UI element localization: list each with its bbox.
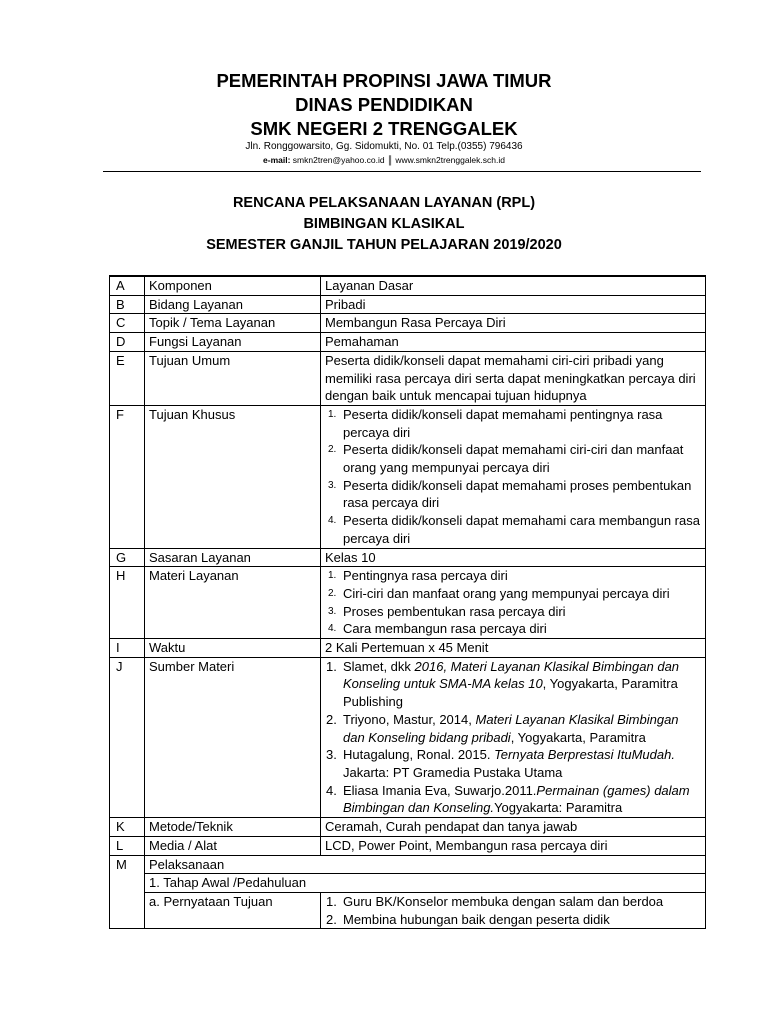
letterhead-divider (103, 171, 701, 172)
list-text: Peserta didik/konseli dapat memahami proses pembentukan rasa percaya diri (343, 477, 692, 511)
list-number: 2. (326, 711, 337, 727)
row-label: Tujuan Umum (145, 351, 321, 405)
row-label: Komponen (145, 276, 321, 295)
row-label: Sasaran Layanan (145, 548, 321, 567)
row-key: B (110, 295, 145, 314)
stage-label: 1. Tahap Awal /Pedahuluan (145, 874, 706, 893)
table-row (110, 567, 706, 639)
row-value: Layanan Dasar (321, 276, 706, 295)
row-label: Tujuan Khusus (145, 405, 321, 548)
table-row (110, 295, 706, 314)
list-text: Cara membangun rasa percaya diri (343, 621, 547, 637)
list-item (325, 406, 701, 441)
row-label: Waktu (145, 639, 321, 658)
list-text: Peserta didik/konseli dapat memahami ciri-ciri dan manfaat orang yang mempunyai percaya diri (343, 442, 684, 476)
row-key: J (110, 657, 145, 817)
row-key: L (110, 836, 145, 855)
list-item (325, 893, 701, 911)
row-value: Pemahaman (321, 333, 706, 352)
list-number: 1. (328, 408, 337, 420)
row-key: A (110, 276, 145, 295)
row-key: C (110, 314, 145, 333)
document-semester: SEMESTER GANJIL TAHUN PELAJARAN 2019/2020 (206, 237, 562, 253)
row-value: Pribadi (321, 295, 706, 314)
document-subtitle: BIMBINGAN KLASIKAL (303, 216, 465, 232)
list-number: 1. (326, 893, 337, 909)
row-key: F (110, 405, 145, 548)
letterhead-government: PEMERINTAH PROPINSI JAWA TIMUR (216, 70, 552, 91)
table-row (110, 276, 706, 295)
list-number: 4. (328, 623, 337, 635)
list-item (325, 603, 701, 621)
list-text: Guru BK/Konselor membuka dengan salam dan berdoa (343, 893, 664, 909)
list-item (325, 911, 701, 929)
table-row (110, 892, 706, 928)
row-label: Sumber Materi (145, 657, 321, 817)
list-text-italic: 2016, Materi Layanan Klasikal Bimbingan dan Konseling untuk SMA-MA kelas 10 (343, 658, 680, 692)
list-text: , Yogyakarta, Paramitra Publishing (343, 676, 678, 710)
table-row (110, 548, 706, 567)
row-key: I (110, 639, 145, 658)
list-text: , Yogyakarta, Paramitra (510, 729, 646, 745)
list-item (325, 620, 701, 638)
table-row (110, 405, 706, 548)
list-item (325, 746, 701, 781)
letterhead-address: Jln. Ronggowarsito, Gg. Sidomukti, No. 01 Telp.(0355) 796436 (245, 141, 523, 152)
row-key: D (110, 333, 145, 352)
row-label: Topik / Tema Layanan (145, 314, 321, 333)
list-item (325, 441, 701, 476)
table-row (110, 639, 706, 658)
row-value (321, 567, 706, 639)
sources-list (325, 658, 701, 817)
table-row (110, 333, 706, 352)
rpl-table (109, 275, 706, 929)
row-value (321, 657, 706, 817)
list-number: 4. (326, 782, 337, 798)
table-row (110, 836, 706, 855)
list-text: Slamet, dkk (343, 658, 415, 674)
row-key: K (110, 818, 145, 837)
row-key: M (110, 855, 145, 929)
row-value: Peserta didik/konseli dapat memahami ciri-ciri pribadi yang memiliki rasa percaya diri serta dapat meningkatkan percaya diri dengan baik untuk mencapai tujuan hidupnya (321, 351, 706, 405)
letterhead-contact (0, 155, 768, 165)
list-text: Peserta didik/konseli dapat memahami pentingnya rasa percaya diri (343, 406, 663, 440)
email-label: e-mail: (263, 155, 291, 165)
contact-separator: ║ (386, 155, 393, 165)
row-value: Kelas 10 (321, 548, 706, 567)
list-number: 3. (328, 479, 337, 491)
row-label: Pelaksanaan (145, 855, 706, 874)
row-label: Bidang Layanan (145, 295, 321, 314)
table-row (110, 855, 706, 874)
list-text-italic: Ternyata Berprestasi ItuMudah. (494, 747, 675, 763)
table-row (110, 314, 706, 333)
list-text: Hutagalung, Ronal. 2015. (343, 747, 495, 763)
row-label: Media / Alat (145, 836, 321, 855)
table-row (110, 657, 706, 817)
list-number: 1. (326, 658, 337, 674)
list-item (325, 658, 701, 711)
row-value (321, 405, 706, 548)
list-text: Eliasa Imania Eva, Suwarjo.2011. (343, 782, 537, 798)
list-item (325, 782, 701, 817)
list-number: 2. (326, 911, 337, 927)
row-label: Fungsi Layanan (145, 333, 321, 352)
list-number: 2. (328, 587, 337, 599)
list-text-italic: Permainan (games) dalam Bimbingan dan Konseling. (343, 782, 690, 816)
list-number: 4. (328, 515, 337, 527)
list-number: 2. (328, 444, 337, 456)
list-number: 1. (328, 570, 337, 582)
email-address: smkn2tren@yahoo.co.id (292, 155, 385, 165)
list-item (325, 512, 701, 547)
table-row (110, 351, 706, 405)
list-text: Peserta didik/konseli dapat memahami cara membangun rasa percaya diri (343, 513, 700, 546)
list-text: Yogyakarta: Paramitra (494, 800, 623, 816)
list-text: Proses pembentukan rasa percaya diri (343, 603, 566, 619)
row-label: Metode/Teknik (145, 818, 321, 837)
list-number: 3. (328, 605, 337, 617)
list-text: Pentingnya rasa percaya diri (343, 568, 508, 584)
row-key: E (110, 351, 145, 405)
list-item (325, 711, 701, 746)
list-item (325, 477, 701, 512)
letterhead-department: DINAS PENDIDIKAN (295, 94, 473, 115)
letterhead-school: SMK NEGERI 2 TRENGGALEK (250, 118, 518, 139)
list-text: Ciri-ciri dan manfaat orang yang mempunyai percaya diri (343, 585, 670, 601)
row-value: 2 Kali Pertemuan x 45 Menit (321, 639, 706, 658)
list-text: Triyono, Mastur, 2014, (343, 711, 476, 727)
table-row (110, 818, 706, 837)
list-text-italic: Materi Layanan Klasikal Bimbingan dan Konseling bidang pribadi (343, 711, 679, 745)
list-item (325, 567, 701, 585)
list-text: Membina hubungan baik dengan peserta didik (343, 911, 610, 927)
row-key: G (110, 548, 145, 567)
activities-list (325, 893, 701, 928)
website-address: www.smkn2trenggalek.sch.id (395, 155, 505, 165)
row-value (321, 892, 706, 928)
document-title: RENCANA PELAKSANAAN LAYANAN (RPL) (232, 195, 536, 211)
row-label: Materi Layanan (145, 567, 321, 639)
row-value: LCD, Power Point, Membangun rasa percaya diri (321, 836, 706, 855)
list-number: 3. (326, 747, 337, 763)
row-value: Membangun Rasa Percaya Diri (321, 314, 706, 333)
list-text: Jakarta: PT Gramedia Pustaka Utama (343, 764, 563, 780)
list-item (325, 585, 701, 603)
material-list (325, 567, 701, 638)
table-row (110, 874, 706, 893)
row-value: Ceramah, Curah pendapat dan tanya jawab (321, 818, 706, 837)
row-key: H (110, 567, 145, 639)
sub-step-label: a. Pernyataan Tujuan (145, 892, 321, 928)
specific-goals-list (325, 406, 701, 548)
